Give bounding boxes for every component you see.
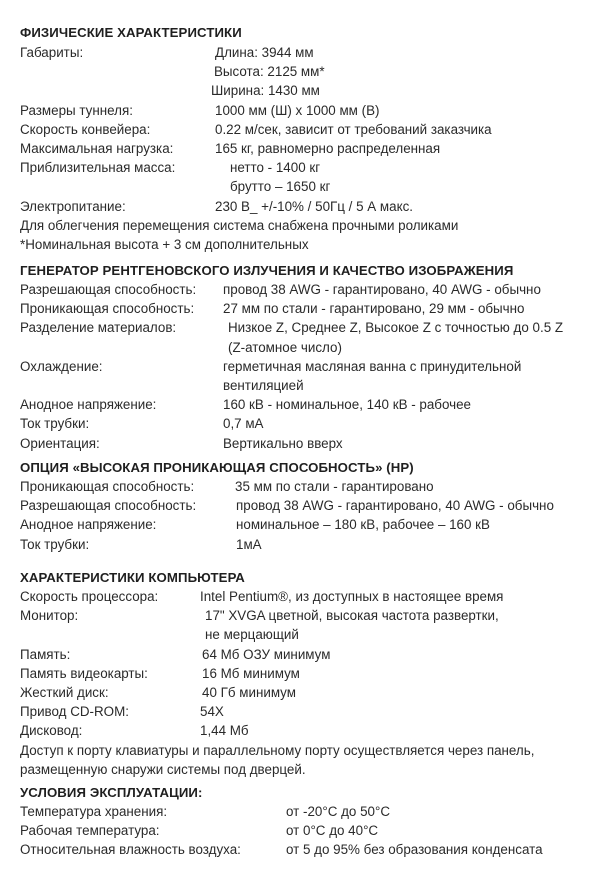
separation-value: Низкое Z, Среднее Z, Высокое Z с точностью до 0.5 Z <box>228 320 564 336</box>
xray-heading: ГЕНЕРАТОР РЕНТГЕНОВСКОГО ИЗЛУЧЕНИЯ И КАЧЕСТВО ИЗОБРАЖЕНИЯ <box>20 263 514 278</box>
xray-penetration-label: Проникающая способность: <box>20 301 195 317</box>
mass-row <box>20 158 588 177</box>
vram-label: Память видеокарты: <box>20 665 148 681</box>
cooling-label: Охлаждение: <box>20 358 103 374</box>
monitor-label: Монитор: <box>20 608 79 624</box>
xray-resolution-row <box>20 280 588 299</box>
length-value: Длина: 3944 мм <box>215 45 314 60</box>
orientation-label: Ориентация: <box>20 435 100 451</box>
hp-tube-label: Ток трубки: <box>20 536 90 552</box>
operating-heading: УСЛОВИЯ ЭКСПЛУАТАЦИИ: <box>20 785 203 800</box>
vram-value: 16 Мб минимум <box>202 665 300 681</box>
cooling-row <box>20 357 588 395</box>
hp-tube-value: 1мА <box>236 536 262 552</box>
humidity-value: от 5 до 95% без образования конденсата <box>286 842 543 858</box>
load-row <box>20 139 588 158</box>
storage-temp-row <box>20 802 588 821</box>
storage-temp-value: от -20°С до 50°С <box>286 804 391 819</box>
power-value: 230 В_ +/-10% / 50Гц / 5 А макс. <box>215 198 413 214</box>
monitor-value: 17" XVGA цветной, высокая частота развертки, <box>205 608 499 624</box>
computer-section <box>20 568 588 779</box>
humidity-label: Относительная влажность воздуха: <box>20 842 241 858</box>
xray-anode-value: 160 кВ - номинальное, 140 кВ - рабочее <box>223 397 471 413</box>
tunnel-row <box>20 101 588 120</box>
hp-section <box>20 458 588 554</box>
orientation-value: Вертикально вверх <box>223 435 343 451</box>
height-note: *Номинальная высота + 3 см дополнительных <box>20 236 309 252</box>
conveyor-row <box>20 120 588 139</box>
power-row <box>20 197 588 216</box>
physical-section <box>20 23 588 254</box>
storage-temp-label: Температура хранения: <box>20 804 168 819</box>
cpu-row <box>20 587 588 606</box>
orientation-row <box>20 434 588 453</box>
cooling-value: герметичная масляная ванна с принудительной <box>223 358 522 374</box>
load-label: Максимальная нагрузка: <box>20 140 174 156</box>
fdd-label: Дисковод: <box>20 723 83 739</box>
separation-row <box>20 318 588 356</box>
ram-value: 64 Мб ОЗУ минимум <box>202 646 331 662</box>
hp-penetration-label: Проникающая способность: <box>20 479 195 494</box>
width-row <box>20 81 588 100</box>
hp-heading: ОПЦИЯ «ВЫСОКАЯ ПРОНИКАЮЩАЯ СПОСОБНОСТЬ» (HP) <box>20 460 414 475</box>
working-temp-row <box>20 821 588 840</box>
fdd-value: 1,44 Мб <box>200 723 249 739</box>
hp-penetration-value: 35 мм по стали - гарантировано <box>235 479 434 494</box>
mass-gross-row <box>20 177 588 196</box>
xray-anode-row <box>20 395 588 414</box>
hp-tube-row <box>20 535 588 554</box>
ram-row <box>20 645 588 664</box>
xray-tube-label: Ток трубки: <box>20 416 90 432</box>
monitor-row <box>20 606 588 644</box>
load-value: 165 кг, равномерно распределенная <box>215 140 441 156</box>
mass-label: Приблизительная масса: <box>20 160 176 176</box>
working-temp-value: от 0°С до 40°С <box>286 823 379 839</box>
xray-resolution-label: Разрешающая способность: <box>20 282 197 297</box>
operating-section <box>20 783 588 860</box>
hp-resolution-row <box>20 496 588 515</box>
hp-anode-value: номинальное – 180 кВ, рабочее – 160 кВ <box>236 517 490 533</box>
hp-resolution-label: Разрешающая способность: <box>20 498 197 514</box>
cdrom-label: Привод CD-ROM: <box>20 704 129 720</box>
hdd-label: Жесткий диск: <box>20 684 109 700</box>
width-value: Ширина: 1430 мм <box>211 83 320 99</box>
ram-label: Память: <box>20 646 71 662</box>
physical-heading: ФИЗИЧЕСКИЕ ХАРАКТЕРИСТИКИ <box>20 25 242 40</box>
xray-penetration-row <box>20 299 588 318</box>
hdd-row <box>20 683 588 702</box>
ports-note: Доступ к порту клавиатуры и параллельному порту осуществляется через панель, размещенную снаружи системы под дверцей. <box>20 742 535 777</box>
fdd-row <box>20 721 588 740</box>
dimensions-label: Габариты: <box>20 45 84 60</box>
cooling-value-2: вентиляцией <box>223 377 304 393</box>
hp-anode-row <box>20 515 588 534</box>
xray-tube-value: 0,7 мА <box>223 416 264 432</box>
xray-resolution-value: провод 38 AWG - гарантировано, 40 AWG - обычно <box>223 282 541 297</box>
cpu-value: Intel Pentium®, из доступных в настоящее время <box>200 589 504 604</box>
working-temp-label: Рабочая температура: <box>20 823 160 839</box>
conveyor-value: 0.22 м/сек, зависит от требований заказчика <box>215 121 492 137</box>
humidity-row <box>20 840 588 859</box>
tunnel-value: 1000 мм (Ш) х 1000 мм (В) <box>215 102 380 118</box>
rollers-note: Для облегчения перемещения система снабжена прочными роликами <box>20 217 459 233</box>
vram-row <box>20 664 588 683</box>
tunnel-label: Размеры туннеля: <box>20 102 133 118</box>
hp-penetration-row <box>20 477 588 496</box>
cdrom-value: 54X <box>200 704 224 720</box>
height-row <box>20 62 588 81</box>
separation-value-2: (Z-атомное число) <box>228 339 342 355</box>
power-label: Электропитание: <box>20 198 126 214</box>
monitor-value-2: не мерцающий <box>205 627 299 643</box>
xray-penetration-value: 27 мм по стали - гарантировано, 29 мм - обычно <box>223 301 525 317</box>
mass-net-value: нетто - 1400 кг <box>230 160 321 176</box>
height-value: Высота: 2125 мм* <box>214 64 325 80</box>
cpu-label: Скорость процессора: <box>20 589 159 604</box>
xray-tube-row <box>20 414 588 433</box>
hp-anode-label: Анодное напряжение: <box>20 517 157 533</box>
computer-heading: ХАРАКТЕРИСТИКИ КОМПЬЮТЕРА <box>20 570 245 585</box>
conveyor-label: Скорость конвейера: <box>20 121 151 137</box>
xray-anode-label: Анодное напряжение: <box>20 397 157 413</box>
hp-resolution-value: провод 38 AWG - гарантировано, 40 AWG - обычно <box>236 498 554 514</box>
hdd-value: 40 Гб минимум <box>202 684 296 700</box>
xray-section <box>20 261 588 453</box>
dimensions-row <box>20 43 588 62</box>
separation-label: Разделение материалов: <box>20 320 177 336</box>
mass-gross-value: брутто – 1650 кг <box>230 179 331 195</box>
cdrom-row <box>20 702 588 721</box>
